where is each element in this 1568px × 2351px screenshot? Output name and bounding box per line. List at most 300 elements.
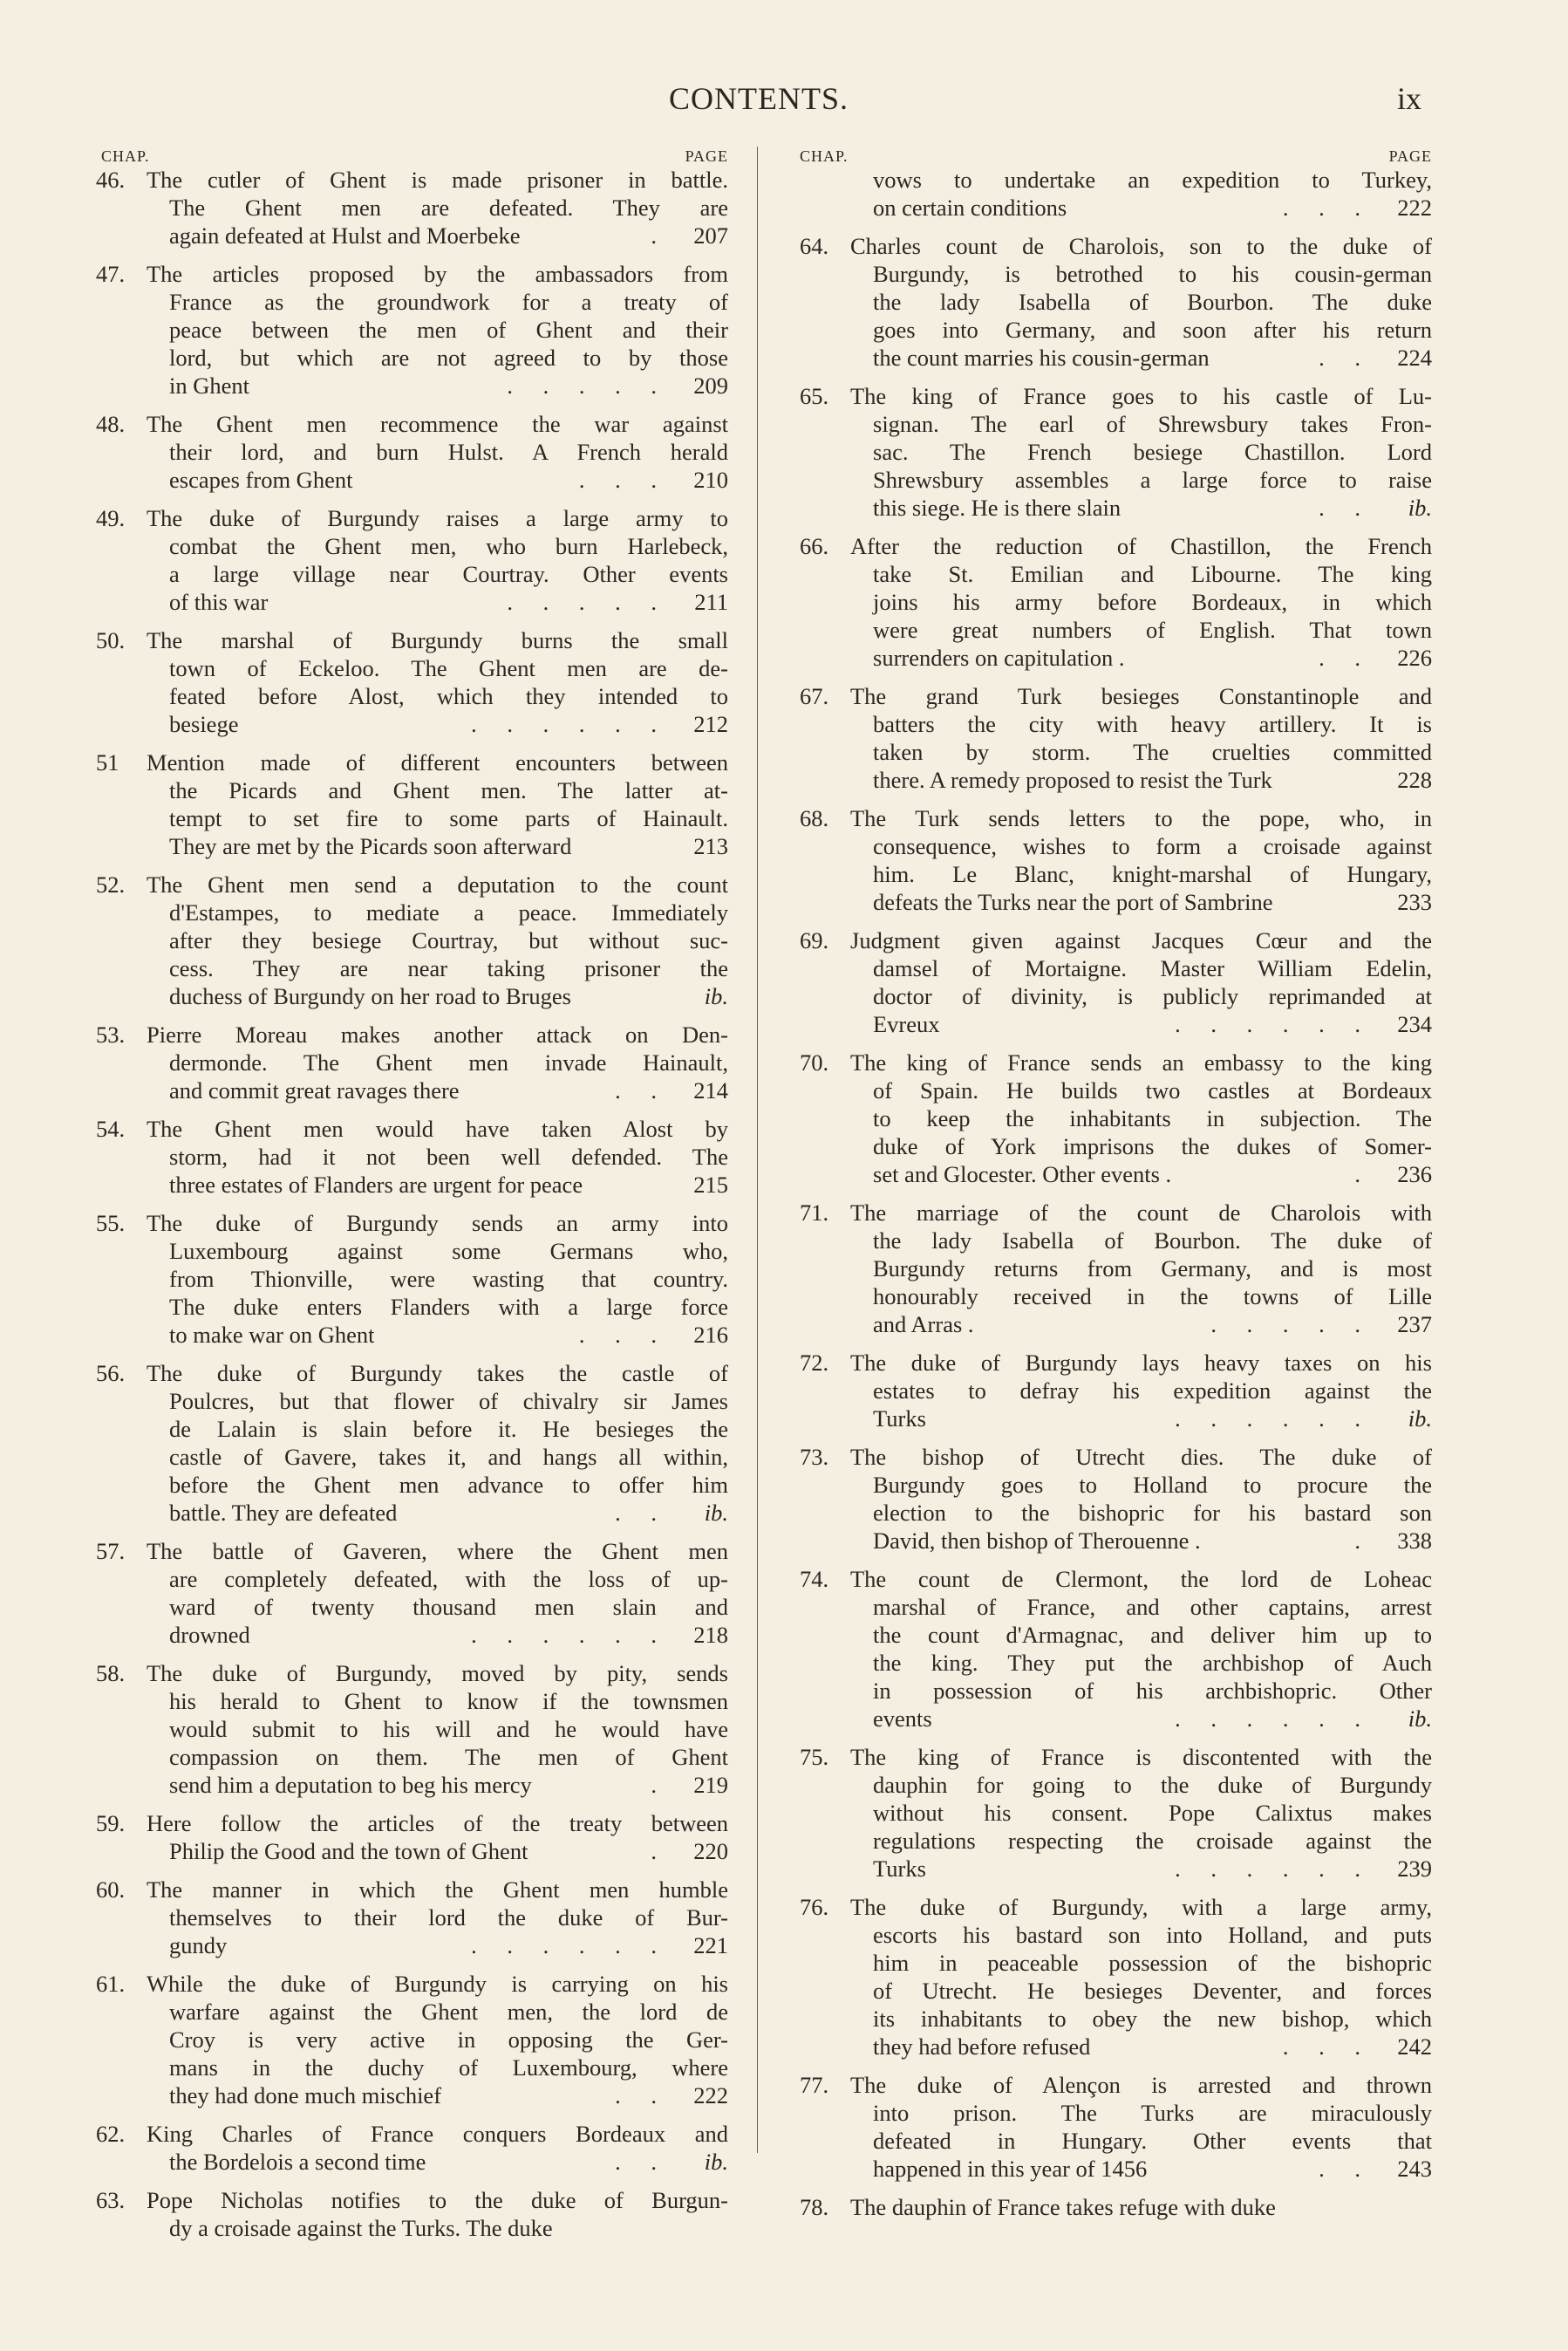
entry-line: Philip the Good and the town of Ghent <box>169 1838 528 1864</box>
entry-line: Judgment given against Jacques Cœur and the <box>850 927 1432 953</box>
entry-text <box>147 626 728 738</box>
contents-entry <box>96 504 728 616</box>
entry-line: duchess of Burgundy on her road to Bruges <box>169 983 571 1009</box>
entry-list <box>800 166 1432 2221</box>
entry-line: send him a deputation to beg his mercy <box>169 1772 532 1798</box>
contents-entry <box>800 1049 1432 1188</box>
entry-line: The duke of Burgundy sends an army into <box>147 1210 728 1236</box>
entry-text <box>147 1876 728 1959</box>
chap-label: CHAP. <box>800 147 849 165</box>
entry-text <box>850 926 1432 1038</box>
page-reference: 215 <box>693 1172 728 1198</box>
entry-line: The king of France is discontented with the <box>850 1744 1432 1770</box>
dot-leader <box>571 982 674 1010</box>
dot-leader: . . . . . . <box>471 1932 669 1958</box>
page-reference: ib. <box>704 1500 728 1526</box>
contents-entry <box>96 748 728 860</box>
chapter-number: 58. <box>96 1660 126 1686</box>
page-reference: 233 <box>1397 889 1432 915</box>
entry-text <box>850 1893 1432 2061</box>
entry-line: doctor of divinity, is publicly reprimanded at <box>873 983 1432 1009</box>
entry-line: The Ghent men are defeated. They are <box>169 195 728 221</box>
entry-line: defeats the Turks near the port of Sambrine <box>873 889 1273 915</box>
entry-line: set and Glocester. Other events . <box>873 1161 1172 1187</box>
page-label: PAGE <box>1388 147 1432 165</box>
entry-last-line <box>850 344 1432 372</box>
contents-entry <box>96 1021 728 1104</box>
contents-entry <box>800 532 1432 672</box>
contents-entry <box>96 1809 728 1865</box>
page-reference: 210 <box>693 467 728 493</box>
dot-leader: . . . . . <box>1210 1311 1373 1337</box>
entry-line: battle. They are defeated <box>169 1500 398 1526</box>
page-reference: 221 <box>693 1932 728 1958</box>
entry-line: The Ghent men recommence the war against <box>147 411 728 437</box>
entry-line: mans in the duchy of Luxembourg, where <box>169 2054 728 2081</box>
entry-line: The duke enters Flanders with a large force <box>169 1294 728 1320</box>
entry-line: honourably received in the towns of Lille <box>873 1283 1432 1309</box>
contents-entry <box>800 382 1432 522</box>
chapter-number: 75. <box>800 1744 829 1770</box>
dot-leader: . <box>651 1838 669 1864</box>
contents-entry <box>96 1115 728 1199</box>
entry-last-line <box>850 1527 1432 1555</box>
entry-line: After the reduction of Chastillon, the French <box>850 533 1432 559</box>
entry-line: its inhabitants to obey the new bishop, which <box>873 2006 1432 2032</box>
entry-last-line <box>147 222 728 249</box>
page-reference: 212 <box>693 711 728 737</box>
entry-line: The king of France sends an embassy to the king <box>850 1049 1432 1076</box>
entry-line: tempt to set fire to some parts of Hainault. <box>169 805 728 831</box>
entry-line: and Arras . <box>873 1311 974 1337</box>
contents-entry <box>96 1970 728 2109</box>
entry-line: damsel of Mortaigne. Master William Edelin, <box>873 955 1432 981</box>
entry-line: King Charles of France conquers Bordeaux and <box>147 2121 728 2147</box>
entry-line: Luxembourg against some Germans who, <box>169 1238 728 1264</box>
entry-line: The grand Turk besieges Constantinople and <box>850 683 1432 709</box>
contents-entry <box>96 871 728 1010</box>
entry-text <box>147 2120 728 2176</box>
contents-entry <box>800 1743 1432 1883</box>
entry-line: The Ghent men would have taken Alost by <box>147 1116 728 1142</box>
page-reference: ib. <box>704 2149 728 2175</box>
entry-last-line <box>147 982 728 1010</box>
dot-leader: . <box>651 1772 669 1798</box>
chapter-number: 78. <box>800 2194 829 2220</box>
page-reference: 216 <box>693 1322 728 1348</box>
entry-line: of Spain. He builds two castles at Bordeaux <box>873 1077 1432 1104</box>
chapter-number: 69. <box>800 927 829 953</box>
page-reference: 236 <box>1397 1161 1432 1187</box>
entry-line: d'Estampes, to mediate a peace. Immediately <box>169 899 728 926</box>
column-divider <box>757 147 758 2153</box>
entry-line: take St. Emilian and Libourne. The king <box>873 561 1432 587</box>
entry-text <box>147 1970 728 2109</box>
entry-line: The cutler of Ghent is made prisoner in battle. <box>147 167 728 193</box>
entry-text <box>147 1359 728 1527</box>
entry-text <box>147 748 728 860</box>
contents-entry <box>800 682 1432 794</box>
entry-line: the king. They put the archbishop of Auch <box>873 1650 1432 1676</box>
contents-entry <box>800 1349 1432 1432</box>
entry-text <box>850 382 1432 522</box>
chapter-number: 61. <box>96 1971 126 1997</box>
entry-line: him in peaceable possession of the bishopric <box>873 1950 1432 1976</box>
entry-line: The battle of Gaveren, where the Ghent men <box>147 1538 728 1564</box>
entry-last-line <box>147 2214 728 2242</box>
entry-text <box>147 1659 728 1799</box>
chapter-number: 59. <box>96 1810 126 1836</box>
page-reference: 338 <box>1397 1527 1432 1554</box>
entry-line: election to the bishopric for his bastard son <box>873 1500 1432 1526</box>
entry-line: to keep the inhabitants in subjection. The <box>873 1105 1432 1131</box>
chapter-number: 74. <box>800 1566 829 1592</box>
entry-line: The Turk sends letters to the pope, who, in <box>850 805 1432 831</box>
entry-line: Burgundy, is betrothed to his cousin-german <box>873 261 1432 287</box>
contents-column-right <box>800 147 1432 2231</box>
contents-entry <box>96 1876 728 1959</box>
entry-line: town of Eckeloo. The Ghent men are de- <box>169 655 728 681</box>
entry-line: The count de Clermont, the lord de Loheac <box>850 1566 1432 1592</box>
entry-line: gundy <box>169 1932 228 1958</box>
entry-line: Shrewsbury assembles a large force to raise <box>873 467 1432 493</box>
entry-line: dermonde. The Ghent men invade Hainault, <box>169 1049 728 1076</box>
entry-line: combat the Ghent men, who burn Harlebeck, <box>169 533 728 559</box>
dot-leader: . . . <box>578 1322 669 1348</box>
entry-line: the Bordelois a second time <box>169 2149 426 2175</box>
page-reference: 234 <box>1397 1011 1432 1037</box>
page-reference: 219 <box>693 1772 728 1798</box>
entry-line: the Picards and Ghent men. The latter at- <box>169 777 728 803</box>
entry-line: The articles proposed by the ambassadors from <box>147 261 728 287</box>
entry-line: France as the groundwork for a treaty of <box>169 289 728 315</box>
entry-last-line <box>147 1499 728 1527</box>
entry-line: the lady Isabella of Bourbon. The duke of <box>873 1227 1432 1254</box>
entry-last-line <box>147 2081 728 2109</box>
dot-leader: . . <box>1319 645 1373 671</box>
page-reference: ib. <box>1408 1705 1432 1732</box>
entry-line: into prison. The Turks are miraculously <box>873 2100 1432 2126</box>
entry-last-line <box>850 766 1432 794</box>
page-reference: ib. <box>1408 495 1432 521</box>
entry-text <box>850 1743 1432 1883</box>
entry-line: Burgundy goes to Holland to procure the <box>873 1472 1432 1498</box>
entry-line: consequence, wishes to form a croisade against <box>873 833 1432 859</box>
entry-line: from Thionville, were wasting that country. <box>169 1266 728 1292</box>
entry-last-line <box>147 1076 728 1104</box>
entry-line: Charles count de Charolois, son to the duke of <box>850 233 1432 259</box>
chapter-number: 68. <box>800 805 829 831</box>
entry-line: escapes from Ghent <box>169 467 353 493</box>
chapter-number: 77. <box>800 2072 829 2098</box>
entry-line: ward of twenty thousand men slain and <box>169 1594 728 1620</box>
dot-leader: . . . . . . <box>1175 1705 1373 1732</box>
entry-line: The marshal of Burgundy burns the small <box>147 627 728 653</box>
chapter-number: 51 <box>96 749 119 776</box>
column-header <box>96 147 728 166</box>
dot-leader: . <box>651 222 669 249</box>
dot-leader: . . . . . . <box>471 1622 669 1648</box>
page-reference: 218 <box>693 1622 728 1648</box>
page-reference: 224 <box>1397 345 1432 371</box>
entry-last-line <box>147 588 728 616</box>
page-reference: 226 <box>1397 645 1432 671</box>
entry-line: goes into Germany, and soon after his return <box>873 317 1432 343</box>
entry-last-line <box>850 2155 1432 2183</box>
column-header <box>800 147 1432 166</box>
entry-line: without his consent. Pope Calixtus makes <box>873 1800 1432 1826</box>
chapter-number: 54. <box>96 1116 126 1142</box>
entry-line: there. A remedy proposed to resist the Turk <box>873 767 1272 793</box>
page-reference: ib. <box>1408 1405 1432 1432</box>
chapter-number <box>800 166 850 222</box>
chapter-number: 70. <box>800 1049 829 1076</box>
entry-line: They are met by the Picards soon afterward <box>169 833 572 859</box>
entry-line: drowned <box>169 1622 250 1648</box>
entry-line: taken by storm. The cruelties committed <box>873 739 1432 765</box>
entry-line: estates to defray his expedition against the <box>873 1377 1432 1404</box>
dot-leader <box>571 832 674 860</box>
entry-line: him. Le Blanc, knight-marshal of Hungary, <box>873 861 1432 887</box>
entry-last-line <box>147 1321 728 1349</box>
entry-text <box>147 1209 728 1349</box>
entry-line: regulations respecting the croisade against the <box>873 1828 1432 1854</box>
entry-line: dauphin for going to the duke of Burgundy <box>873 1772 1432 1798</box>
entry-line: they had before refused <box>873 2033 1091 2060</box>
entry-line: de Lalain is slain before it. He besieges the <box>169 1416 728 1442</box>
entry-line: the count marries his cousin-german <box>873 345 1210 371</box>
entry-last-line <box>850 2033 1432 2061</box>
dot-leader <box>553 2214 674 2242</box>
contents-entry <box>96 1209 728 1349</box>
entry-line: The bishop of Utrecht dies. The duke of <box>850 1444 1432 1470</box>
entry-last-line <box>147 832 728 860</box>
entry-last-line <box>147 710 728 738</box>
dot-leader: . . . <box>578 467 669 493</box>
entry-line: David, then bishop of Therouenne . <box>873 1527 1201 1554</box>
page-header <box>96 80 1421 124</box>
entry-line: The Ghent men send a deputation to the count <box>147 871 728 898</box>
entry-line: events <box>873 1705 932 1732</box>
contents-entry <box>800 1565 1432 1732</box>
entry-line: sac. The French besiege Chastillon. Lord <box>873 439 1432 465</box>
contents-entry <box>800 232 1432 372</box>
entry-line: peace between the men of Ghent and their <box>169 317 728 343</box>
page-number: ix <box>1396 81 1421 116</box>
entry-line: this siege. He is there slain <box>873 495 1121 521</box>
entry-text <box>850 232 1432 372</box>
entry-text <box>147 410 728 494</box>
chapter-number: 72. <box>800 1350 829 1376</box>
entry-line: they had done much mischief <box>169 2082 442 2108</box>
entry-line: after they besiege Courtray, but without suc- <box>169 927 728 953</box>
chapter-number: 73. <box>800 1444 829 1470</box>
dot-leader: . <box>1354 1161 1373 1187</box>
entry-line: joins his army before Bordeaux, in which <box>873 589 1432 615</box>
chapter-number: 56. <box>96 1360 126 1386</box>
dot-leader: . . . <box>1282 2033 1373 2060</box>
entry-line: of this war <box>169 589 269 615</box>
entry-line: Evreux <box>873 1011 940 1037</box>
chapter-number: 71. <box>800 1199 829 1226</box>
entry-last-line <box>147 1931 728 1959</box>
entry-line: Burgundy returns from Germany, and is most <box>873 1255 1432 1281</box>
entry-line: The duke of Burgundy lays heavy taxes on his <box>850 1350 1432 1376</box>
contents-entry <box>96 1537 728 1649</box>
dot-leader: . . <box>1319 2156 1373 2182</box>
contents-entry <box>800 1199 1432 1338</box>
dot-leader <box>583 1171 674 1199</box>
entry-line: defeated in Hungary. Other events that <box>873 2128 1432 2154</box>
entry-text <box>850 2193 1432 2221</box>
dot-leader: . . . . . . <box>1175 1405 1373 1432</box>
dot-leader: . . . . . . <box>1175 1011 1373 1037</box>
entry-line: of Utrecht. He besieges Deventer, and forces <box>873 1978 1432 2004</box>
chapter-number: 57. <box>96 1538 126 1564</box>
contents-entry <box>96 1359 728 1527</box>
entry-line: The duke of Alençon is arrested and thrown <box>850 2072 1432 2098</box>
dot-leader <box>1272 766 1378 794</box>
entry-line: marshal of France, and other captains, arrest <box>873 1594 1432 1620</box>
entry-line: a large village near Courtray. Other events <box>169 561 728 587</box>
entry-line: batters the city with heavy artillery. It is <box>873 711 1432 737</box>
contents-entry <box>800 804 1432 916</box>
entry-text <box>850 1049 1432 1188</box>
dot-leader <box>1276 2193 1378 2221</box>
entry-line: surrenders on capitulation . <box>873 645 1125 671</box>
entry-line: Turks <box>873 1856 926 1882</box>
page-reference: 242 <box>1397 2033 1432 2060</box>
entry-line: Turks <box>873 1405 926 1432</box>
entry-line: were great numbers of English. That town <box>873 617 1432 643</box>
dot-leader: . . <box>1319 345 1373 371</box>
entry-line: lord, but which are not agreed to by those <box>169 345 728 371</box>
entry-text <box>850 804 1432 916</box>
chapter-number: 52. <box>96 871 126 898</box>
entry-line: The dauphin of France takes refuge with duke <box>850 2194 1276 2220</box>
entry-line: in possession of his archbishopric. Other <box>873 1678 1432 1704</box>
entry-text <box>850 1199 1432 1338</box>
entry-line: to make war on Ghent <box>169 1322 375 1348</box>
chap-label: CHAP. <box>101 147 150 165</box>
chapter-number: 65. <box>800 383 829 409</box>
entry-line: duke of York imprisons the dukes of Somer- <box>873 1133 1432 1159</box>
entry-last-line <box>147 2148 728 2176</box>
entry-list <box>96 166 728 2242</box>
entry-text <box>850 2071 1432 2183</box>
entry-text <box>147 871 728 1010</box>
entry-line: and commit great ravages there <box>169 1077 460 1104</box>
page-reference: 237 <box>1397 1311 1432 1337</box>
entry-last-line <box>850 1310 1432 1338</box>
entry-text <box>147 1537 728 1649</box>
entry-line: The king of France goes to his castle of Lu- <box>850 383 1432 409</box>
entry-text <box>850 682 1432 794</box>
entry-text <box>850 1443 1432 1555</box>
page-reference <box>674 2214 728 2242</box>
entry-last-line <box>850 888 1432 916</box>
page-reference: 228 <box>1397 767 1432 793</box>
chapter-number: 53. <box>96 1022 126 1048</box>
dot-leader: . . . <box>1282 195 1373 221</box>
chapter-number: 50. <box>96 627 126 653</box>
contents-entry <box>800 2193 1432 2221</box>
entry-line: castle of Gavere, takes it, and hangs all within, <box>169 1444 728 1470</box>
page-reference: 213 <box>693 833 728 859</box>
dot-leader: . . . . . <box>507 589 669 615</box>
entry-line: three estates of Flanders are urgent for peace <box>169 1172 583 1198</box>
entry-line: The manner in which the Ghent men humble <box>147 1876 728 1903</box>
running-title: CONTENTS. <box>669 81 849 116</box>
chapter-number: 66. <box>800 533 829 559</box>
page-reference: 243 <box>1397 2156 1432 2182</box>
dot-leader: . . <box>615 1077 669 1104</box>
entry-line: Poulcres, but that flower of chivalry sir James <box>169 1388 728 1414</box>
dot-leader: . . . . . <box>507 372 669 399</box>
entry-text <box>147 504 728 616</box>
entry-line: escorts his bastard son into Holland, and puts <box>873 1922 1432 1948</box>
page-reference: 222 <box>693 2082 728 2108</box>
contents-entry <box>96 2120 728 2176</box>
chapter-number: 46. <box>96 167 126 193</box>
dot-leader: . . . . . . <box>471 711 669 737</box>
entry-last-line <box>147 1837 728 1865</box>
page-reference: ib. <box>704 983 728 1009</box>
entry-line: are completely defeated, with the loss of up- <box>169 1566 728 1592</box>
entry-line: again defeated at Hulst and Moerbeke <box>169 222 521 249</box>
contents-entry <box>96 1659 728 1799</box>
entry-last-line <box>850 2193 1432 2221</box>
dot-leader: . . <box>1319 495 1373 521</box>
contents-entry <box>800 2071 1432 2183</box>
contents-column-left <box>96 147 728 2252</box>
page-reference: 214 <box>693 1077 728 1104</box>
contents-entry <box>96 626 728 738</box>
entry-text <box>850 532 1432 672</box>
contents-entry <box>800 1443 1432 1555</box>
entry-last-line <box>850 1855 1432 1883</box>
entry-line: would submit to his will and he would have <box>169 1716 728 1742</box>
entry-line: his herald to Ghent to know if the townsmen <box>169 1688 728 1714</box>
chapter-number: 64. <box>800 233 829 259</box>
entry-line: feated before Alost, which they intended to <box>169 683 728 709</box>
contents-entry <box>800 926 1432 1038</box>
chapter-number: 63. <box>96 2187 126 2213</box>
dot-leader: . <box>1354 1527 1373 1554</box>
chapter-number: 55. <box>96 1210 126 1236</box>
page-reference: 207 <box>693 222 728 249</box>
entry-last-line <box>850 1404 1432 1432</box>
dot-leader: . . <box>615 2149 669 2175</box>
entry-text <box>850 166 1432 222</box>
entry-line: the lady Isabella of Bourbon. The duke <box>873 289 1432 315</box>
contents-entry <box>800 1893 1432 2061</box>
entry-line: the count d'Armagnac, and deliver him up to <box>873 1622 1432 1648</box>
contents-entry <box>96 410 728 494</box>
dot-leader <box>1273 888 1379 916</box>
entry-last-line <box>850 1010 1432 1038</box>
entry-line: Pope Nicholas notifies to the duke of Burgun- <box>147 2187 728 2213</box>
entry-line: dy a croisade against the Turks. The duke <box>169 2215 553 2241</box>
entry-line: before the Ghent men advance to offer him <box>169 1472 728 1498</box>
contents-entry <box>96 260 728 400</box>
entry-line: vows to undertake an expedition to Turkey, <box>873 167 1432 193</box>
entry-last-line <box>147 1621 728 1649</box>
entry-line: compassion on them. The men of Ghent <box>169 1744 728 1770</box>
chapter-number: 62. <box>96 2121 126 2147</box>
entry-line: Here follow the articles of the treaty between <box>147 1810 728 1836</box>
chapter-number: 76. <box>800 1894 829 1920</box>
